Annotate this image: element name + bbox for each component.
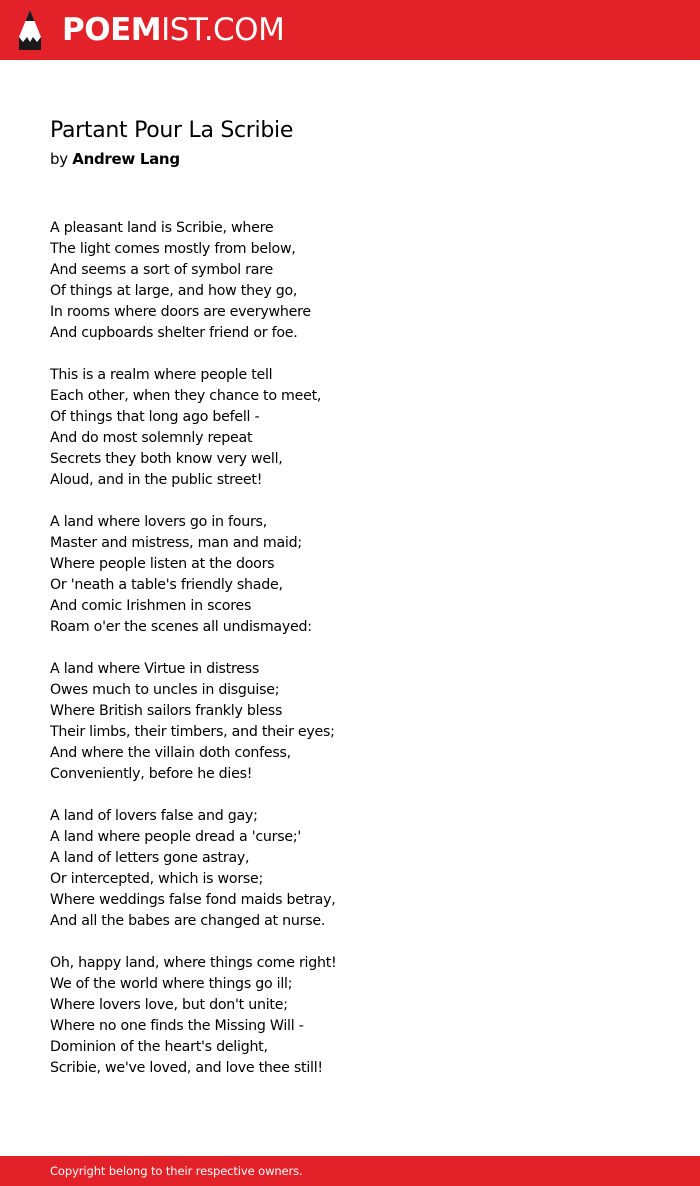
site-footer xyxy=(0,1156,700,1186)
poem-line: Their limbs, their timbers, and their eyes; xyxy=(50,724,335,740)
poem-line: Owes much to uncles in disguise; xyxy=(50,682,280,698)
site-header xyxy=(0,0,700,60)
poem-line: And all the babes are changed at nurse. xyxy=(50,913,326,929)
poem-line: We of the world where things go ill; xyxy=(50,976,293,992)
poem-line: Dominion of the heart's delight, xyxy=(50,1039,268,1055)
poem-line: A pleasant land is Scribie, where xyxy=(50,220,274,236)
poem-line: A land of letters gone astray, xyxy=(50,850,250,866)
stanza xyxy=(50,218,650,344)
poem-line: And do most solemnly repeat xyxy=(50,430,253,446)
stanza xyxy=(50,512,650,638)
poem-body xyxy=(50,218,650,1100)
poem-line: Of things at large, and how they go, xyxy=(50,283,298,299)
poem-line: Where people listen at the doors xyxy=(50,556,275,572)
poem-line: Scribie, we've loved, and love thee still! xyxy=(50,1060,323,1076)
poem-title: Partant Pour La Scribie xyxy=(50,118,294,143)
poem-line: Where weddings false fond maids betray, xyxy=(50,892,336,908)
poem-line: Of things that long ago befell - xyxy=(50,409,260,425)
stanza xyxy=(50,953,650,1079)
logo-text-bold: POEM xyxy=(62,12,162,48)
poem-line: Or intercepted, which is worse; xyxy=(50,871,264,887)
stanza xyxy=(50,365,650,491)
poem-line: A land where lovers go in fours, xyxy=(50,514,267,530)
poem-line: Where British sailors frankly bless xyxy=(50,703,283,719)
copyright-text: Copyright belong to their respective owners. xyxy=(50,1164,303,1178)
pencil-icon[interactable] xyxy=(17,9,43,51)
poem-line: Where lovers love, but don't unite; xyxy=(50,997,288,1013)
poem-line: And seems a sort of symbol rare xyxy=(50,262,273,278)
poem-line: And comic Irishmen in scores xyxy=(50,598,252,614)
stanza xyxy=(50,659,650,785)
poem-line: Conveniently, before he dies! xyxy=(50,766,253,782)
author-name: Andrew Lang xyxy=(72,150,180,168)
site-logo[interactable] xyxy=(62,11,284,49)
poem-line: Or 'neath a table's friendly shade, xyxy=(50,577,283,593)
poem-line: Aloud, and in the public street! xyxy=(50,472,263,488)
poem-line: Oh, happy land, where things come right! xyxy=(50,955,337,971)
byline xyxy=(50,148,180,170)
poem-line: A land where Virtue in distress xyxy=(50,661,260,677)
poem-line: A land of lovers false and gay; xyxy=(50,808,258,824)
poem-line: The light comes mostly from below, xyxy=(50,241,296,257)
poem-line: And cupboards shelter friend or foe. xyxy=(50,325,298,341)
logo-text-light: IST.COM xyxy=(161,12,285,48)
poem-line: Each other, when they chance to meet, xyxy=(50,388,322,404)
poem-line: In rooms where doors are everywhere xyxy=(50,304,311,320)
poem-line: Secrets they both know very well, xyxy=(50,451,283,467)
by-label: by xyxy=(50,150,68,168)
poem-line: And where the villain doth confess, xyxy=(50,745,291,761)
poem-line: This is a realm where people tell xyxy=(50,367,273,383)
poem-line: A land where people dread a 'curse;' xyxy=(50,829,302,845)
poem-line: Roam o'er the scenes all undismayed: xyxy=(50,619,312,635)
poem-line: Master and mistress, man and maid; xyxy=(50,535,302,551)
stanza xyxy=(50,806,650,932)
poem-line: Where no one finds the Missing Will - xyxy=(50,1018,304,1034)
